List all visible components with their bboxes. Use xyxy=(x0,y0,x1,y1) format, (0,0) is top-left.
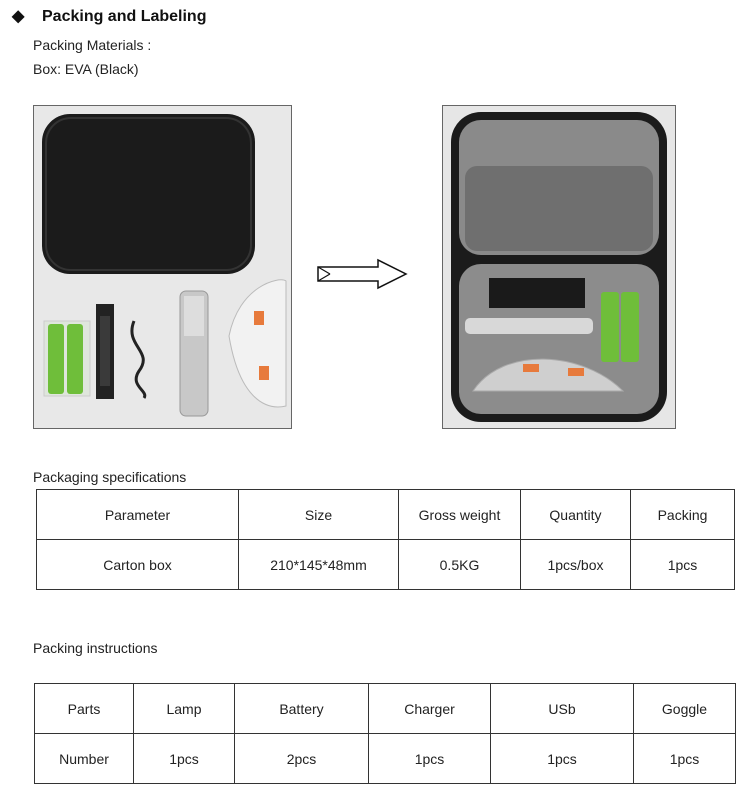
packing-instructions-label: Packing instructions xyxy=(33,640,158,656)
contents-photo xyxy=(33,105,292,429)
table-row xyxy=(37,540,735,590)
cell-charger-count: 1pcs xyxy=(369,734,491,784)
cell-size: 210*145*48mm xyxy=(239,540,399,590)
table-row xyxy=(35,734,736,784)
contents-illustration xyxy=(34,106,291,428)
header-cell-lamp: Lamp xyxy=(134,684,235,734)
header-cell-parts: Parts xyxy=(35,684,134,734)
cell-parameter: Carton box xyxy=(37,540,239,590)
header-cell-usb: USb xyxy=(491,684,634,734)
cell-gross-weight: 0.5KG xyxy=(399,540,521,590)
table-header-row xyxy=(37,490,735,540)
open-case-photo xyxy=(442,105,676,429)
cell-packing: 1pcs xyxy=(631,540,735,590)
header-cell-goggle: Goggle xyxy=(634,684,736,734)
section-heading xyxy=(12,6,206,26)
cell-lamp-count: 1pcs xyxy=(134,734,235,784)
packing-instructions-table xyxy=(34,683,736,784)
cell-battery-count: 2pcs xyxy=(235,734,369,784)
diamond-bullet-icon: ◆ xyxy=(12,8,25,25)
header-cell-size: Size xyxy=(239,490,399,540)
arrow-right-icon xyxy=(316,258,408,295)
header-cell-quantity: Quantity xyxy=(521,490,631,540)
header-cell-packing: Packing xyxy=(631,490,735,540)
header-cell-battery: Battery xyxy=(235,684,369,734)
packing-materials-label: Packing Materials : xyxy=(33,37,152,53)
cell-usb-count: 1pcs xyxy=(491,734,634,784)
packaging-specifications-label: Packaging specifications xyxy=(33,469,187,485)
table-header-row xyxy=(35,684,736,734)
open-case-illustration xyxy=(443,106,675,428)
cell-number-label: Number xyxy=(35,734,134,784)
box-material-label: Box: EVA (Black) xyxy=(33,61,139,77)
section-title: Packing and Labeling xyxy=(42,8,207,25)
header-cell-parameter: Parameter xyxy=(37,490,239,540)
header-cell-charger: Charger xyxy=(369,684,491,734)
cell-goggle-count: 1pcs xyxy=(634,734,736,784)
header-cell-gross-weight: Gross weight xyxy=(399,490,521,540)
cell-quantity: 1pcs/box xyxy=(521,540,631,590)
packaging-specifications-table xyxy=(36,489,735,590)
